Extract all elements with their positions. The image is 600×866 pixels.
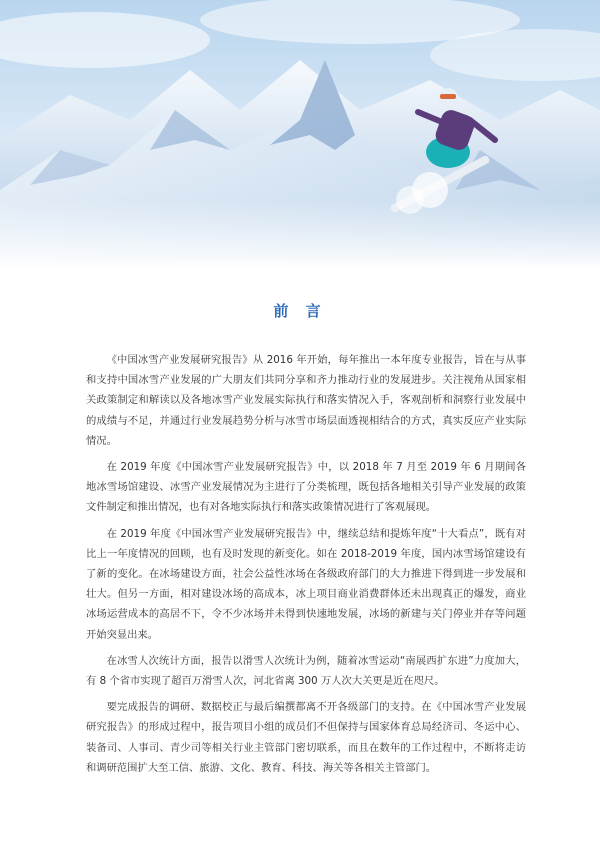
banner-image [0, 0, 600, 270]
preface-body [86, 350, 526, 784]
paragraph: 在 2019 年度《中国冰雪产业发展研究报告》中，以 2018 年 7 月至 2019 年 6 月期间各地冰雪场馆建设、冰雪产业发展情况为主进行了分类梳理，既包括各地相关引导产业发展的政策文件制定和推出情况，也有对各地实际执行和落实政策情况进行了客观展现。 [86, 461, 526, 514]
paragraph: 要完成报告的调研、数据校正与最后编撰都离不开各级部门的支持。在《中国冰雪产业发展研究报告》的形成过程中，报告项目小组的成员们不但保持与国家体育总局经济司、冬运中心、装备司、人事司、青少司等相关行业主管部门密切联系，而且在数年的工作过程中，不断将走访和调研范围扩大至工信、旅游、文化、教育、科技、海关等各相关主管部门。 [86, 701, 526, 774]
page-title: 前 言 [273, 302, 327, 320]
paragraph: 在冰雪人次统计方面，报告以滑雪人次统计为例，随着冰雪运动“南展西扩东进”力度加大，有 8 个省市实现了超百万滑雪人次，河北省离 300 万人次大关更是近在咫尺。 [86, 654, 526, 688]
paragraph: 在 2019 年度《中国冰雪产业发展研究报告》中，继续总结和提炼年度“十大看点”，既有对比上一年度情况的回顾，也有及时发现的新变化。如在 2018-2019 年度，国内冰雪场馆建设有了新的变化。在冰场建设方面，社会公益性冰场在各级政府部门的大力推进下得到进一步发展和壮大。但另一方面，相对建设冰场的高成本，冰上项目商业消费群体还未出现真正的爆发，商业冰场运营成本的高居不下，令不少冰场并未得到快速地发展，冰场的新建与关门停业并存等问题开始突显出来。 [86, 527, 526, 641]
paragraph: 《中国冰雪产业发展研究报告》从 2016 年开始，每年推出一本年度专业报告，旨在与从事和支持中国冰雪产业发展的广大朋友们共同分享和齐力推动行业的发展进步。关注视角从国家相关政策制定和解读以及各地冰雪产业发展实际执行和落实情况入手，客观剖析和洞察行业发展中的成绩与不足，并通过行业发展趋势分析与冰雪市场层面透视相结合的方式，真实反应产业实际情况。 [86, 354, 526, 447]
mountain-snowboarder-illustration [0, 0, 600, 270]
